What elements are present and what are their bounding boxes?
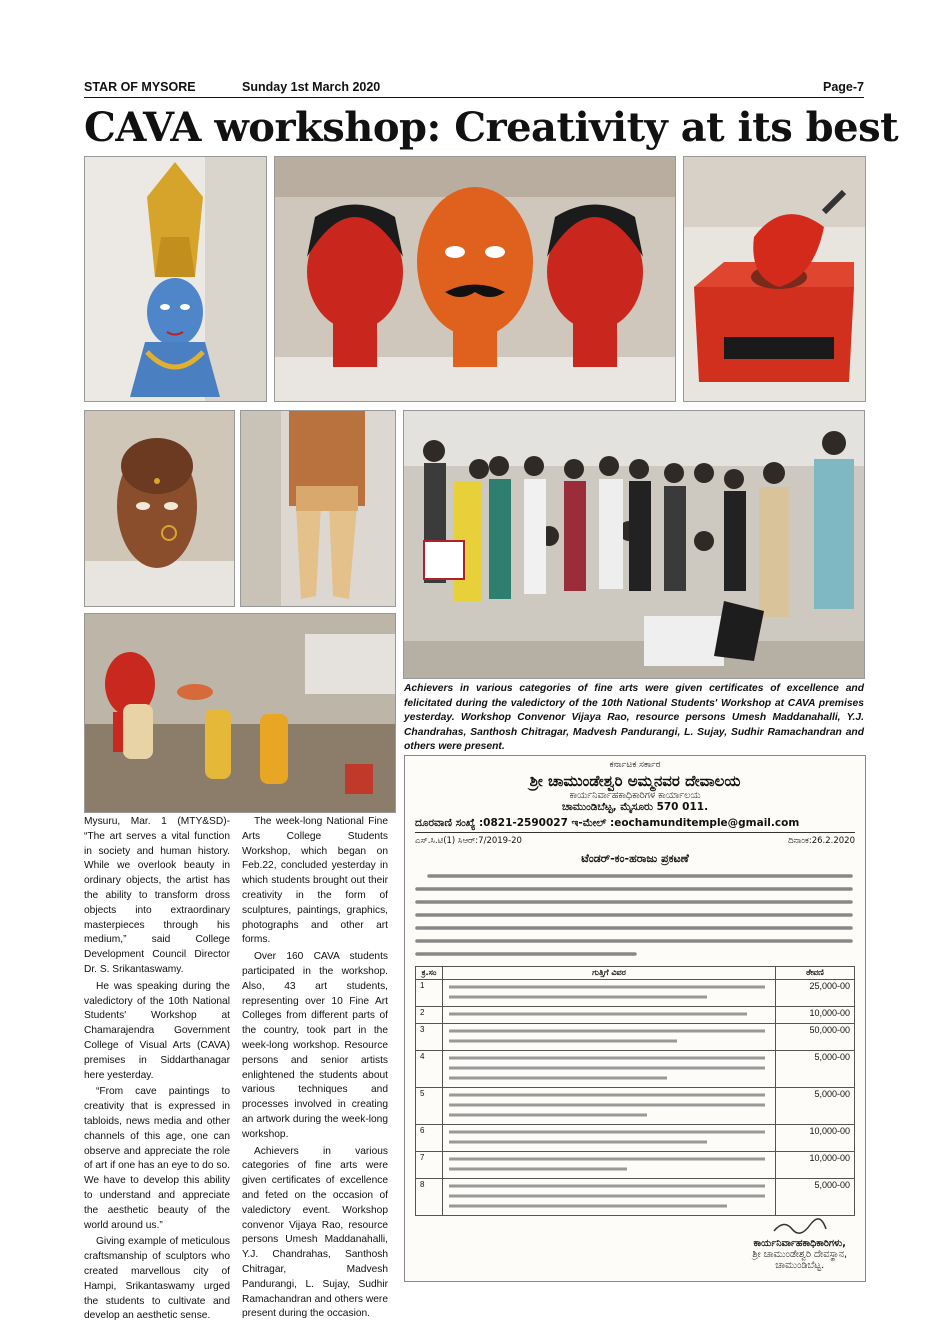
tender-notice — [404, 755, 866, 1282]
notice-signature-block — [752, 1217, 847, 1271]
article-paragraph: Mysuru, Mar. 1 (MTY&SD)- “The art serves a vital function in society and human history. While we overlook beauty in ordinary objects, the artist has the ability to transform dross objects into extraordinary masterpieces through his medium,” said College Development Council Director Dr. S. Srikantaswamy. — [84, 816, 230, 975]
signature-line-1: ಕಾರ್ಯನಿರ್ವಾಹಕಾಧಿಕಾರಿಗಳು, — [753, 1238, 846, 1249]
notice-government: ಕರ್ನಾಟಕ ಸರ್ಕಾರ — [609, 760, 661, 770]
table-row: 7 10,000-00 — [416, 1152, 855, 1179]
notice-temple-title: ಶ್ರೀ ಚಾಮುಂಡೇಶ್ವರಿ ಅಮ್ಮನವರ ದೇವಾಲಯ — [529, 772, 741, 790]
table-header-detail: ಗುತ್ತಿಗೆ ವಿವರ — [443, 967, 776, 980]
page-number: Page-7 — [823, 80, 864, 94]
notice-address: ಚಾಮುಂಡಿಬೆಟ್ಟ, ಮೈಸೂರು 570 011. — [561, 801, 709, 813]
article-paragraph: “From cave paintings to creativity that is expressed in tabloids, news media and other channels of this age, one can observe and appreciate the role of art if one has an eye to do so. We have to develop this ability to understand and appreciate the aesthetic beauty of the world around us.” — [84, 1086, 230, 1231]
issue-date: Sunday 1st March 2020 — [242, 80, 381, 94]
photo-carved-legs — [240, 410, 396, 607]
article-paragraph: Over 160 CAVA students participated in the workshop. Also, 43 art students, representing over 10 Fine Art Colleges from different parts of the country, took part in the week-long workshop. Resource persons and senior artists enlightened the students about various techniques and processes involved in creating an artwork during the week-long workshop. — [242, 951, 388, 1140]
notice-body-text — [415, 870, 855, 960]
article-paragraph: Giving example of meticulous craftsmanship of sculptors who created marvellous city of Hampi, Srikantaswamy urged the students to cultivate and develop an aesthetic sense. — [84, 1236, 230, 1322]
notice-subject: ಟೆಂಡರ್-ಕಂ-ಹರಾಜು ಪ್ರಕಟಣೆ — [581, 852, 689, 865]
table-row: 3 50,000-00 — [416, 1024, 855, 1051]
group-photo-caption: Achievers in various categories of fine arts were given certificates of excellence and felicitated during the valedictory of the 10th National Students' Workshop at CAVA premises yesterday. Workshop Convenor Vijaya Rao, resource persons Umesh Maddanahalli, Y.J. Chandrahas, Santhosh Chitragar, Madvesh Pandurangi, L. Sujay, Sudhir Ramachandran and others were present. — [404, 683, 864, 753]
photo-group-achievers — [403, 410, 865, 679]
masthead-rule — [84, 97, 864, 98]
table-header-no: ಕ್ರ.ಸಂ — [416, 967, 443, 980]
photo-painted-heads — [274, 156, 676, 402]
masthead — [84, 80, 864, 98]
signature-line-2: ಶ್ರೀ ಚಾಮುಂಡೇಶ್ವರಿ ದೇವಸ್ಥಾನ, — [752, 1249, 847, 1260]
article-paragraph: Achievers in various categories of fine arts were given certificates of excellence and feted on the occasion of valedictory event. Workshop convenor Vijaya Rao, resource persons Umesh Maddanahalli, Y.J. Chandrahas, Santhosh Chitragar, Madvesh Pandurangi, L. Sujay, Sudhir Ramachandran and others were present during the occasion. — [242, 1145, 388, 1320]
notice-reference-row — [415, 836, 855, 852]
notice-reference: ಎಸ್.ಸಿ.ಟಿ(1) ಸಿಆರ್:7/2019-20 — [415, 836, 522, 846]
table-header-amount: ಠೇವಣಿ — [776, 967, 855, 980]
photo-deity-bust — [84, 156, 267, 402]
article-column-2 — [242, 815, 388, 1324]
headline: CAVA workshop: Creativity at its best — [84, 104, 899, 151]
table-row: 6 10,000-00 — [416, 1125, 855, 1152]
article-column-1 — [84, 815, 230, 1326]
table-row: 1 25,000-00 — [416, 980, 855, 1007]
photo-red-box-sculpture — [683, 156, 866, 402]
photo-wooden-head — [84, 410, 235, 607]
table-row: 8 5,000-00 — [416, 1179, 855, 1216]
signature-icon — [770, 1217, 830, 1235]
article-paragraph: The week-long National Fine Arts College Students Workshop, which began on Feb.22, concluded yesterday in which students brought out their creativity in the form of sculptures, paintings, graphics, photographs and other art forms. — [242, 816, 388, 946]
table-row: 5 5,000-00 — [416, 1088, 855, 1125]
notice-office: ಕಾರ್ಯನಿರ್ವಾಹಕಾಧಿಕಾರಿಗಳ ಕಾರ್ಯಾಲಯ — [569, 790, 701, 801]
table-row: 2 10,000-00 — [416, 1007, 855, 1024]
notice-contact: ದೂರವಾಣಿ ಸಂಖ್ಯೆ :0821-2590027 ಇ-ಮೇಲ್ :eochamunditemple@gmail.com — [415, 817, 855, 833]
signature-line-3: ಚಾಮುಂಡಿಬೆಟ್ಟ. — [775, 1260, 825, 1271]
article-paragraph: He was speaking during the valedictory of the 10th National Students' Workshop at Chamarajendra Government College of Visual Arts (CAVA) premises in Siddarthanagar here yesterday. — [84, 980, 230, 1081]
notice-table — [415, 966, 855, 1216]
table-row: 4 5,000-00 — [416, 1051, 855, 1088]
paper-name: STAR OF MYSORE — [84, 80, 196, 94]
photo-workshop-table — [84, 613, 396, 813]
notice-date: ದಿನಾಂಕ:26.2.2020 — [788, 836, 855, 846]
